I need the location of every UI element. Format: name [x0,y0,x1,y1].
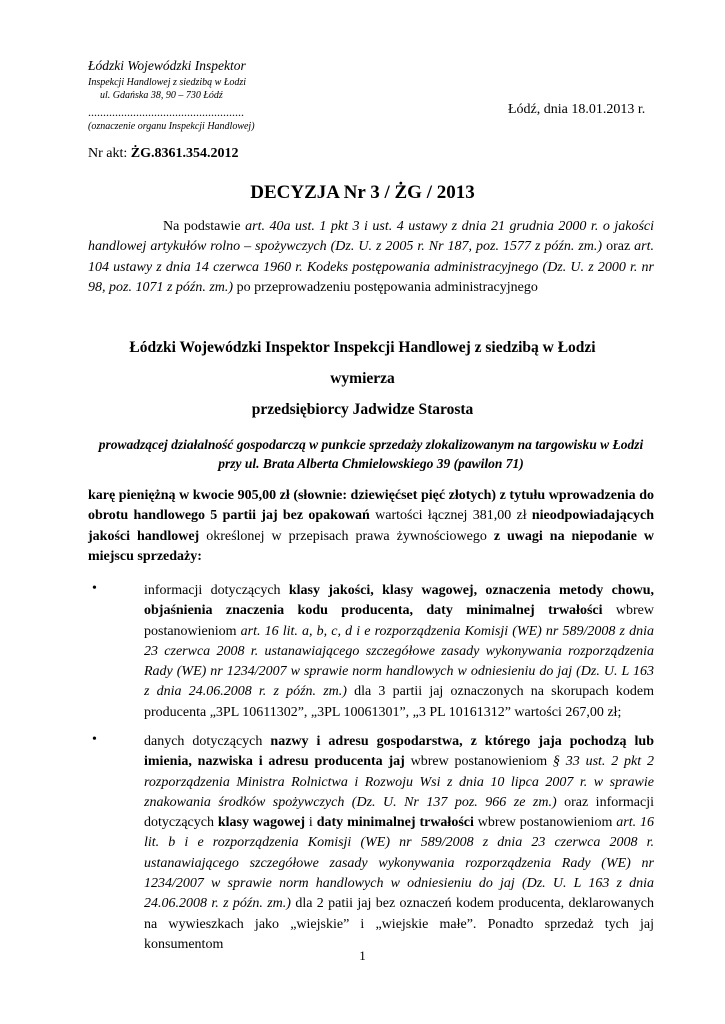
case-number-label: Nr akt: [88,146,131,161]
imposes-heading: wymierza [330,370,395,387]
legal-basis-paragraph [88,217,654,298]
item2-bold-3: daty minimalnej trwałości [316,815,474,831]
item2-text-4: i [305,815,317,831]
organ-full-name: Łódzki Wojewódzki Inspektor Inspekcji Handlowej z siedzibą w Łodzi [129,339,596,356]
penalty-bold-2: nieodpowiadających jakości handlowej [88,508,654,544]
item2-bold-1: nazwy i adresu gospodarstwa, z którego jaja pochodzą lub imienia, nazwiska i adresu producenta jaj [144,734,655,770]
organ-name: Łódzki Wojewódzki Inspektor [88,58,246,73]
bullet-icon: • [92,732,97,747]
item2-text-3: oraz informacji dotyczących [144,794,654,831]
document-date: Łódź, dnia 18.01.2013 r. [508,102,646,117]
case-number-value: ŻG.8361.354.2012 [130,146,239,161]
item1-text-2: wbrew postanowieniom [144,603,654,639]
item2-text-5: wbrew postanowieniom [473,815,617,831]
penalty-bold-3: z uwagi na niepodanie w miejscu sprzedaży: [88,528,654,564]
intro-text-2: oraz [602,239,635,255]
list-item [144,581,654,723]
item1-text-1: informacji dotyczących [144,583,289,598]
penalty-text-2: określonej w przepisach prawa żywnościowego [199,528,494,544]
organ-address: ul. Gdańska 38, 90 – 730 Łódź [100,90,223,101]
item1-law: art. 16 lit. a, b, c, d i e rozporządzenia Komisji (WE) nr 589/2008 z dnia 23 czerwca 2008 r. ustanawiającego szczegółowe zasady wykonywania rozporządzenia Rady (WE) nr 1234/2007 w sprawie norm handlowych w odniesieniu do jaj (Dz. U. L 163 z dnia 24.06.2008 r. z późn. zm.) [144,623,654,700]
item1-bold-1: klasy jakości, klasy wagowej, oznaczenia metody chowu, objaśnienia znaczenia kodu producenta, daty minimalnej trwałości [144,583,654,619]
item2-text-1: danych dotyczących [144,734,271,749]
item2-text-6: dla 2 patii jaj bez oznaczeń kodem producenta, deklarowanych na wywieszkach jako „wiejskie” i „wiejskie małe”. Ponadto sprzedaż tych jaj konsumentom [144,896,655,952]
item1-text-3: dla 3 partii jaj oznaczonych na skorupach kodem producenta „3PL 10611302”, „3PL 10061301”, „3 PL 10161312” wartości 267,00 zł; [144,684,654,720]
item2-text-2: wbrew postanowieniom [404,754,553,770]
intro-law-2: art. 104 ustawy z dnia 14 czerwca 1960 r. Kodeks postępowania administracyjnego (Dz. U. z 2000 r. nr 98, poz. 1071 z późn. zm.) [88,239,654,295]
business-location: prowadzącej działalność gospodarczą w punkcie sprzedaży zlokalizowanym na targowisku w Łodzi przy ul. Brata Alberta Chmielowskiego 39 (pawilon 71) [98,437,644,471]
list-item [144,732,654,955]
intro-text-3: po przeprowadzeniu postępowania administracyjnego [233,279,538,295]
item2-law-2: art. 16 lit. b i e rozporządzenia Komisji (WE) nr 589/2008 z dnia 23 czerwca 2008 r. ustanawiającego szczegółowe zasady wykonywania rozporządzenia Rady (WE) nr 1234/2007 w sprawie norm handlowych w odniesieniu do jaj (Dz. U. L 163 z dnia 24.06.2008 r. z późn. zm.) [144,815,654,912]
page-number: 1 [359,948,366,963]
penalty-paragraph [88,486,654,567]
organ-caption: (oznaczenie organu Inspekcji Handlowej) [88,121,255,132]
organ-line2: Inspekcji Handlowej z siedzibą w Łodzi [88,77,247,88]
intro-law-1: art. 40a ust. 1 pkt 3 i ust. 4 ustawy z dnia 21 grudnia 2000 r. o jakości handlowej artykułów rolno – spożywczych (Dz. U. z 2005 r. Nr 187, poz. 1577 z późn. zm.) [88,219,655,255]
case-number [88,146,239,162]
bullet-icon: • [92,581,97,596]
item2-law-1: § 33 ust. 2 pkt 2 rozporządzenia Ministra Rolnictwa i Rozwoju Wsi z dnia 10 lipca 2007 r. w sprawie znakowania środków spożywczych (Dz. U. Nr 137 poz. 966 ze zm.) [144,754,654,810]
decision-title: DECYZJA Nr 3 / ŻG / 2013 [250,182,475,203]
intro-text-1: Na podstawie [163,219,246,234]
penalty-bold-1: karę pieniężną w kwocie 905,00 zł (słownie: dziewięćset pięć złotych) z tytułu wprowadzenia do obrotu handlowego 5 partii jaj bez opakowań [88,488,654,524]
item2-bold-2: klasy wagowej [217,815,306,831]
penalty-text-1: wartości łącznej 381,00 zł [369,508,532,524]
organ-dotted-line: .................................................... [88,105,244,119]
entrepreneur-name: przedsiębiorcy Jadwidze Starosta [251,401,474,418]
